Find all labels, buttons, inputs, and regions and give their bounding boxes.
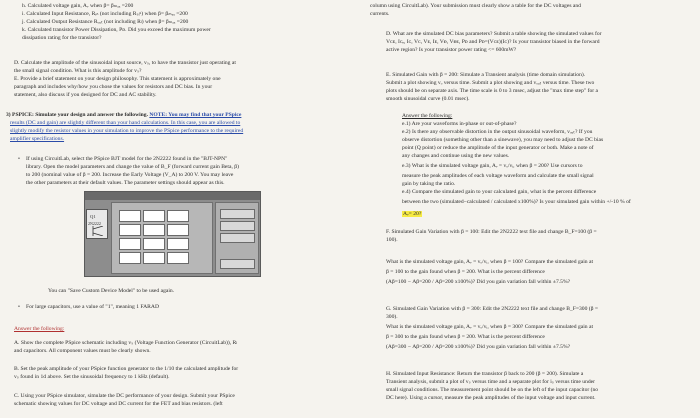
transistor-icon — [90, 226, 104, 236]
item-e-line: E. Provide a brief statement on your design philosophy. This statement is approximately one — [14, 76, 221, 82]
item-e-line: E. Simulated Gain with β = 200: Simulate a Transient analysis (time domain simulation). — [386, 72, 586, 78]
dialog-button[interactable] — [220, 233, 255, 243]
e-sub-line: point (Q point) or reduce the amplitude of the input generator or both. Make a note of — [402, 145, 594, 151]
item-e-line: statement, also discuss if you designed for DC and AC stability. — [14, 92, 157, 98]
e-sub-line: between the two (simulated−calculated / calculated x100%)? Is your simulated gain within +/-10 % of — [402, 199, 631, 205]
param-cell[interactable] — [167, 224, 189, 236]
pspice-intro: 3) PSPICE: Simulate your design and answer the following. NOTE: You may find that your PSpice — [6, 112, 242, 118]
e-sub-line: observe distortion (something other than a sinewave), you may need to adjust the DC bias — [402, 137, 604, 143]
item-g-line: (Aβ=300 − Aβ=200 / Aβ=200 x100%)? Did you gain variation fall within ±7.5%? — [386, 344, 571, 350]
e-sub-line: gain by taking the ratio. — [402, 181, 456, 187]
param-cell[interactable] — [119, 224, 141, 236]
item-k-power-cont: dissipation rating for the transistor? — [22, 35, 102, 41]
param-cell[interactable] — [119, 252, 141, 264]
dialog-side-panel — [215, 202, 259, 274]
item-k-power: k. Calculated transistor Power Dissipation, Pᴅ. Did you exceed the maximum power — [22, 27, 211, 33]
e-sub-line — [402, 210, 422, 218]
bullet-1-line: the other parameters at their default values. The parameter settings should appear as this. — [26, 180, 225, 186]
item-e-line: smooth sinusoidal curve (0.01 msec). — [386, 96, 470, 102]
bullet-dot: • — [18, 156, 20, 162]
item-e-line: Submit a plot showing vₒ versus time. Submit a plot showing and vₒᵤₜ versus time. These two — [386, 80, 595, 86]
item-f-line: β = 100 to the gain found when β = 200. What is the percent difference — [386, 269, 545, 275]
bullet-1-line: If using CircuitLab, select the PSpice BJT model for the 2N2222 found in the "BJT-NPN" — [26, 156, 228, 162]
item-g-line: β = 300 to the gain found when β = 200. What is the percent difference — [386, 334, 545, 340]
part-label: 2N2222 — [88, 221, 101, 226]
bullet-2: For large capacitors, use a value of "1", meaning 1 FARAD — [26, 304, 159, 310]
item-a-line: and capacitors. All component values must be clearly shown. — [14, 348, 151, 354]
param-cell[interactable] — [143, 252, 165, 264]
item-f-line: (Aβ=100 − Aβ=200 / Aβ=200 x100%)? Did you gain variation fall within ±7.5%? — [386, 279, 571, 285]
item-g-line: G. Simulated Gain Variation with β = 300: Edit the 2N2222 text file and change B_F=300 (β = — [386, 306, 599, 312]
dialog-button[interactable] — [220, 209, 255, 219]
bullet-1-line: to 200 (nominal value of β = 200. Increase the Early Voltage (V_A) to 200 V. You may leave — [26, 172, 234, 178]
q1-label: Q1 — [90, 214, 96, 219]
pspice-note-line: amplifier specifications. — [10, 136, 65, 142]
item-h-line: Transient analysis, submit a plot of vₛ versus time and a separate plot for iₛ versus time under — [386, 379, 596, 385]
e-sub-line: any changes and continue using the new values. — [402, 153, 510, 159]
item-d-line: active region? Is your transistor power rating <= 600mW? — [386, 47, 517, 53]
item-c-line: schematic showing values for DC voltage and DC current for the FET and bias resistors. (left — [14, 401, 223, 407]
item-b-line: B. Set the peak amplitude of your PSpice function generator to the 1/10 the calculated amplitude for — [14, 366, 239, 372]
item-h-line: H. Simulated Input Resistance: Return the transistor β back to 200 (β = 200). Simulate a — [386, 371, 584, 377]
param-cell[interactable] — [143, 238, 165, 250]
transistor-symbol-box — [86, 209, 108, 239]
param-cell[interactable] — [167, 238, 189, 250]
dialog-button[interactable] — [220, 221, 255, 231]
param-cell[interactable] — [119, 238, 141, 250]
e-sub-line: e.4) Compare the simulated gain to your calculated gain, what is the percent difference — [402, 189, 597, 195]
item-g-line: 300). — [386, 314, 398, 320]
e-sub-line: e.2) Is there any observable distortion in the output sinusoidal waveform, vₒᵤₜ? If you — [402, 129, 593, 135]
model-parameters-dialog — [84, 191, 261, 277]
item-a-line: A. Show the complete PSpice schematic including vₛ (Voltage Function Generator (CircuitLab)), Rₗ — [14, 340, 238, 346]
bullet-dot: • — [18, 304, 20, 310]
param-cell[interactable] — [143, 210, 165, 222]
item-j-output-resistance: j. Calculated Output Resistance Rₒᵤₜ (not including Rₗ) when β= βₘₐₓ =200 — [22, 19, 189, 25]
bullet-1-line: library. Open the model parameters and change the value of B_F (forward current gain Beta, β) — [26, 164, 239, 170]
answer-header: Answer the following: — [402, 113, 453, 119]
item-f-line: F. Simulated Gain Variation with β = 100: Edit the 2N2222 text file and change B_F=100 (β = — [386, 229, 597, 235]
dialog-titlebar — [85, 192, 260, 200]
continued-line: column using CircuitLab). Your submission must clearly show a table for the DC voltages and — [370, 3, 581, 9]
pspice-note-line: results (DC and gain) are slightly different than your hand calculations. In this case, you are allowed to — [10, 120, 241, 126]
item-d-line: Vᴄᴇ, Iᴄₑ, Iᴄ, Vᴄ, Vᴇ, Iᴇ, Vᴆ, Vᴆᴇ, Pᴅ and Pᴅ=(Vᴄᴇ)(Iᴄ)? Is your transistor biased in the forward — [386, 39, 600, 45]
item-e-line: plots should be on separate axis. The time scale is 0 to 3 msec, adjust the "max time step" for a — [386, 88, 599, 94]
item-f-line: 100). — [386, 237, 398, 243]
item-h-gain: h. Calculated voltage gain, Aᵥ when β= βₘₐₓ =200 — [22, 3, 134, 9]
answer-header: Answer the following: — [14, 326, 65, 332]
dialog-button[interactable] — [220, 259, 255, 269]
e-sub-line: e.3) What is the simulated voltage gain, Aᵥ = vₒ/vᵢ, when β = 200? Use cursors to — [402, 163, 583, 169]
item-d-line: D. Calculate the amplitude of the sinusoidal input source, vₛ, to have the transistor just operating at — [14, 60, 236, 66]
item-g-line: What is the simulated voltage gain, Aᵥ = vₒ/vᵢ, when β = 300? Compare the simulated gain at — [386, 324, 594, 330]
item-i-input-resistance: i. Calculated Input Resistance, Rᵢₙ (not including Rₛᵢᵍ) when β= βₘₐₓ =200 — [22, 11, 188, 17]
item-e-line: paragraph and includes why/how you chose the values for resistors and DC bias. In your — [14, 84, 213, 90]
item-d-line: the small signal condition. What is this amplitude for vₛ? — [14, 68, 142, 74]
item-b-line: vₛ found in 1d above. Set the sinusoidal frequency to 1 kHz (default). — [14, 374, 170, 380]
save-note: You can "Save Custom Device Model" to be used again. — [48, 288, 175, 294]
param-cell[interactable] — [143, 224, 165, 236]
item-f-line: What is the simulated voltage gain, Aᵥ = vₒ/vᵢ, when β = 100? Compare the simulated gain at — [386, 259, 594, 265]
item-d-line: D. What are the simulated DC bias parameters? Submit a table showing the simulated values for — [386, 31, 602, 37]
param-cell[interactable] — [167, 252, 189, 264]
continued-line: currents. — [370, 11, 390, 17]
highlighted-text: Aᵥ= 20? — [403, 211, 422, 217]
e-sub-line: e.1) Are your waveforms in-phase or out-of-phase? — [402, 121, 517, 127]
e-sub-line: measure the peak amplitudes of each voltage waveform and calculate the small signal — [402, 173, 594, 179]
param-cell[interactable] — [167, 210, 189, 222]
item-h-line: small signal conditions. The measurement point should be on the left of the input capacitor (no — [386, 387, 599, 393]
pspice-note-line: slightly modify the resistor values in your simulation to improve the PSpice performance to the required — [10, 128, 244, 134]
item-h-line: DC here). Using a cursor, measure the peak amplitudes of the input voltage and input current. — [386, 395, 596, 401]
item-c-line: C. Using your PSpice simulator, simulate the DC performance of your design. Submit your PSpice — [14, 393, 235, 399]
param-cell[interactable] — [119, 210, 141, 222]
